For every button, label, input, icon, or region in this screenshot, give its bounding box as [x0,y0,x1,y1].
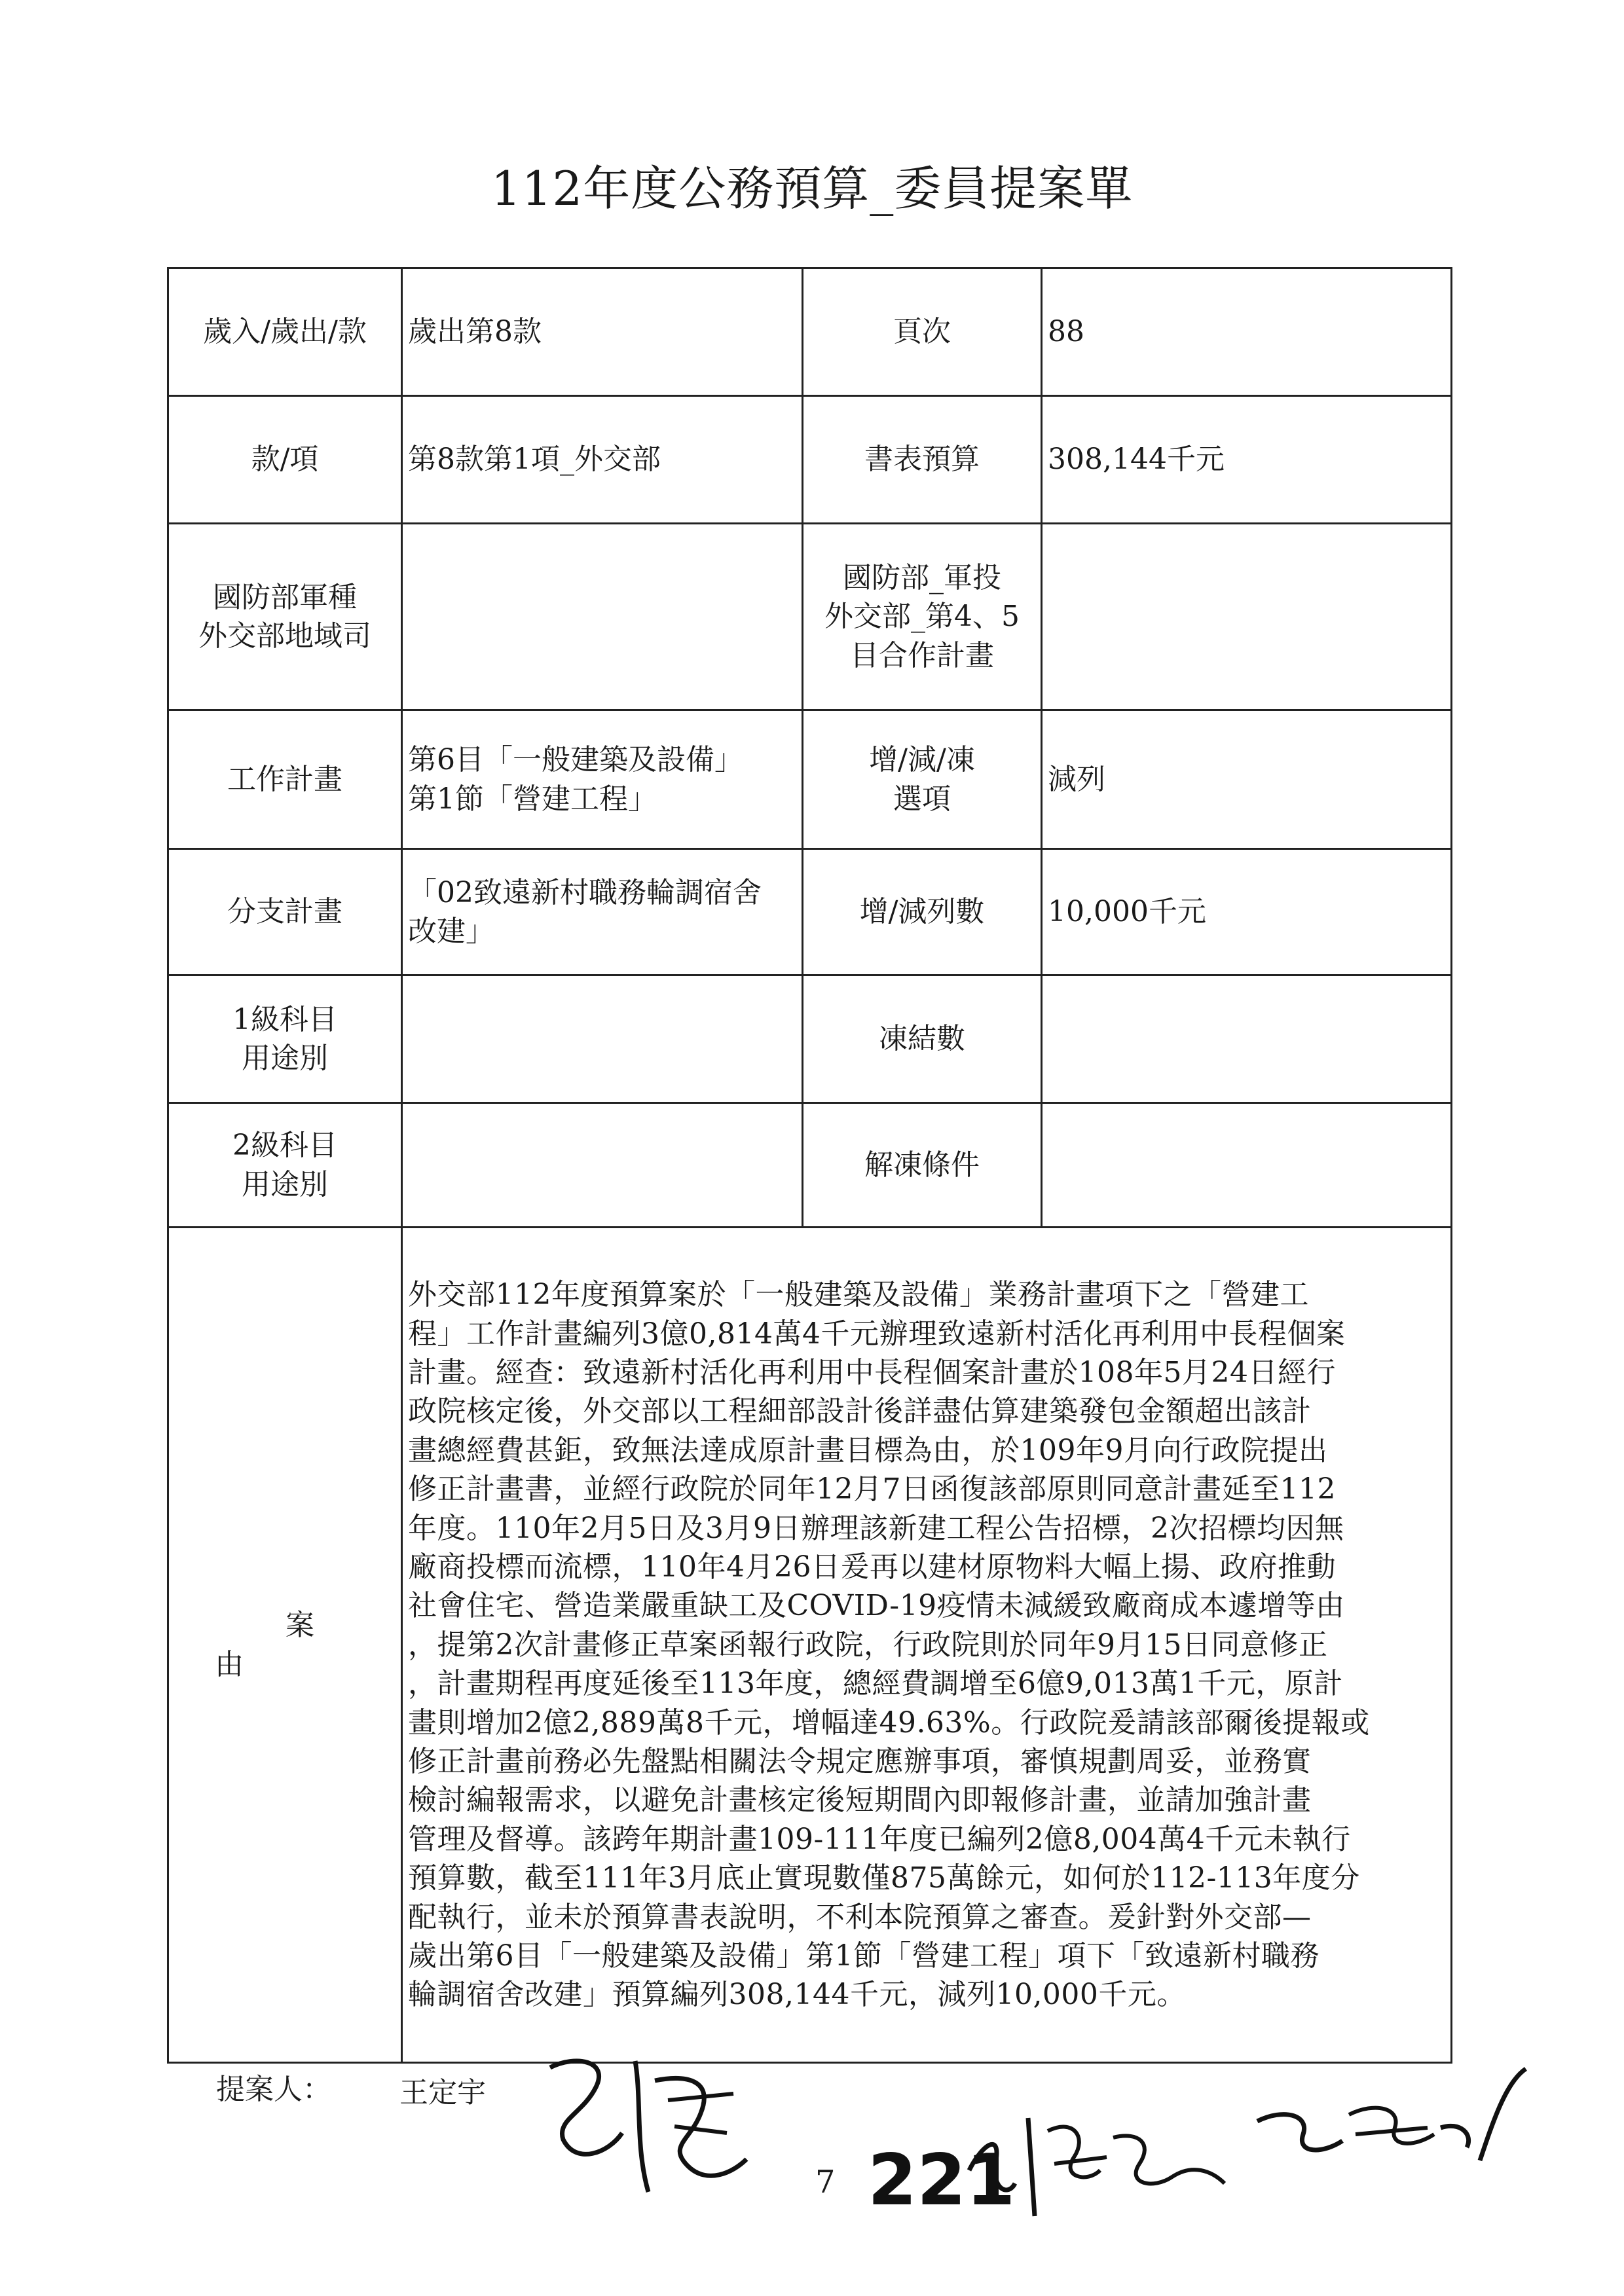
value-work-plan [402,710,803,849]
reason-line: 畫總經費甚鉅，致無法達成原計畫目標為由，於109年9月向行政院提出 [408,1433,1328,1467]
label-item: 款/項 [168,396,402,524]
reason-text [402,1228,1452,2063]
value-line: 第1節「營建工程」 [408,782,657,816]
reason-line: 計畫。經查：致遠新村活化再利用中長程個案計畫於108年5月24日經行 [408,1356,1336,1390]
reason-line: 社會住宅、營造業嚴重缺工及COVID-19疫情未減緩致廠商成本遽增等由 [408,1589,1345,1623]
page-number: 7 [815,2164,836,2200]
signature-3 [1244,2056,1545,2174]
reason-line: 配執行，並未於預算書表說明，不利本院預算之審查。爰針對外交部— [408,1900,1312,1934]
label-military-investment [803,524,1042,710]
label-level1-subject [168,975,402,1103]
reason-line: 畫則增加2億2,889萬8千元，增幅達49.63%。行政院爰請該部爾後提報或 [408,1705,1370,1740]
value-level2-subject [402,1103,803,1228]
value-adjust-option: 減列 [1042,710,1452,849]
value-account-type: 歲出第8款 [402,268,803,396]
label-line: 國防部_軍投 [843,560,1001,594]
label-line: 外交部地域司 [198,619,371,653]
label-branch-plan: 分支計畫 [168,849,402,975]
label-level2-subject [168,1103,402,1228]
value-frozen-amount [1042,975,1452,1103]
label-reason [168,1228,426,2063]
signature-1 [537,2041,760,2212]
reason-line: 輪調宿舍改建」預算編列308,144千元，減列10,000千元。 [408,1978,1186,2012]
proposer-name: 王定宇 [399,2076,486,2109]
reason-line: 檢討編報需求，以避免計畫核定後短期間內即報修計畫，並請加強計畫 [408,1783,1312,1817]
reason-line: 修正計畫前務必先盤點相關法令規定應辦事項，審慎規劃周妥，並務實 [408,1744,1312,1778]
label-line: 2級科目 [232,1129,337,1163]
label-line: 用途別 [242,1167,328,1201]
handwritten-page-number: 221 [868,2140,1016,2221]
reason-lines [408,1275,1445,2014]
label-frozen-amount: 凍結數 [803,975,1042,1103]
reason-line: 歲出第6目「一般建築及設備」第1節「營建工程」項下「致遠新村職務 [408,1939,1320,1973]
reason-line: 年度。110年2月5日及3月9日辦理該新建工程公告招標，2次招標均因無 [408,1511,1344,1545]
label-line: 增/減/凍 [869,743,975,777]
reason-line: 政院核定後，外交部以工程細部設計後詳盡估算建築發包金額超出該計 [408,1394,1312,1429]
reason-label: 案由 [215,1609,426,1681]
form-row-military [168,524,1452,710]
reason-line: ，提第2次計畫修正草案函報行政院，行政院則於同年9月15日同意修正 [408,1628,1328,1662]
reason-line: 修正計畫書，並經行政院於同年12月7日函復該部原則同意計畫延至112 [408,1472,1336,1506]
label-line: 用途別 [242,1042,328,1075]
value-page-number: 88 [1042,268,1452,396]
value-budget: 308,144千元 [1042,396,1452,524]
reason-line: 廠商投標而流標，110年4月26日爰再以建材原物料大幅上揚、政府推動 [408,1550,1336,1584]
value-adjust-amount: 10,000千元 [1042,849,1452,975]
value-military-investment [1042,524,1452,710]
form-row-level2 [168,1103,1452,1228]
value-line: 改建」 [408,915,494,948]
label-unfreeze-condition: 解凍條件 [803,1103,1042,1228]
label-line: 目合作計畫 [850,638,994,672]
label-account-type: 歲入/歲出/款 [168,268,402,396]
value-line: 「02致遠新村職務輪調宿舍 [408,875,762,909]
reason-line: 外交部112年度預算案於「一般建築及設備」業務計畫項下之「營建工 [408,1278,1309,1312]
label-budget: 書表預算 [803,396,1042,524]
reason-line: 管理及督導。該跨年期計畫109-111年度已編列2億8,004萬4千元未執行 [408,1822,1351,1856]
label-adjust-option [803,710,1042,849]
label-work-plan: 工作計畫 [168,710,402,849]
reason-line: 程」工作計畫編列3億0,814萬4千元辦理致遠新村活化再利用中長程個案 [408,1317,1346,1351]
proposal-form-table [167,267,1452,2064]
form-row-level1 [168,975,1452,1103]
value-level1-subject [402,975,803,1103]
value-branch-plan [402,849,803,975]
label-adjust-amount: 增/減列數 [803,849,1042,975]
page-title: 112年度公務預算_委員提案單 [490,161,1134,216]
value-line: 第6目「一般建築及設備」 [408,743,743,777]
label-line: 國防部軍種 [213,580,357,614]
label-line: 外交部_第4、5 [824,600,1020,634]
reason-line: ，計畫期程再度延後至113年度，總經費調增至6億9,013萬1千元，原計 [408,1667,1343,1701]
label-line: 選項 [893,782,951,816]
form-row-work-plan [168,710,1452,849]
label-page-number: 頁次 [803,268,1042,396]
form-row-reason [168,1228,1452,2063]
label-line: 1級科目 [232,1002,337,1036]
label-military-division [168,524,402,710]
value-item: 第8款第1項_外交部 [402,396,803,524]
proposer-label: 提案人： [216,2073,331,2106]
reason-line: 預算數，截至111年3月底止實現數僅875萬餘元，如何於112-113年度分 [408,1861,1360,1895]
value-military-division [402,524,803,710]
form-row-branch-plan [168,849,1452,975]
form-row-item [168,396,1452,524]
form-row-account [168,268,1452,396]
value-unfreeze-condition [1042,1103,1452,1228]
